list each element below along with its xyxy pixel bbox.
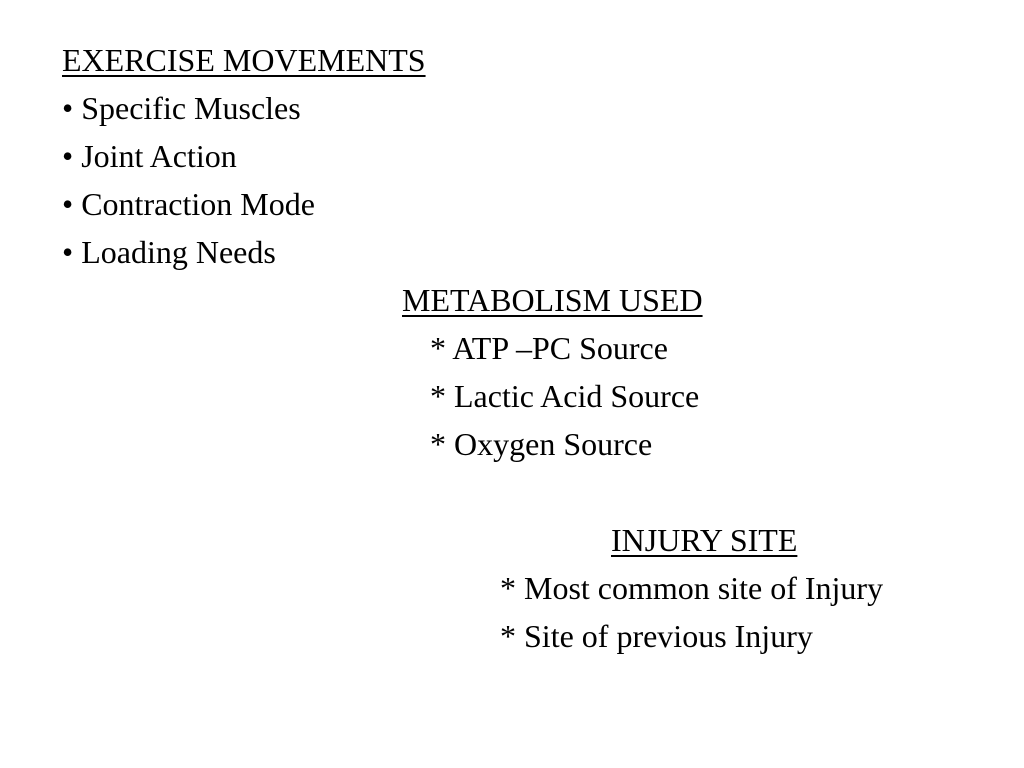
metabolism-used-heading: METABOLISM USED xyxy=(402,282,703,318)
metabolism-used-section xyxy=(402,276,703,468)
exercise-movements-section xyxy=(62,36,426,276)
injury-item-most-common: * Most common site of Injury xyxy=(500,570,884,606)
metabolism-item-oxygen: * Oxygen Source xyxy=(430,426,653,462)
exercise-item-joint-action: • Joint Action xyxy=(62,138,237,174)
injury-site-section xyxy=(500,516,883,660)
exercise-item-loading-needs: • Loading Needs xyxy=(62,234,276,270)
exercise-item-contraction-mode: • Contraction Mode xyxy=(62,186,315,222)
exercise-item-specific-muscles: • Specific Muscles xyxy=(62,90,301,126)
metabolism-item-lactic-acid: * Lactic Acid Source xyxy=(430,378,700,414)
injury-site-heading: INJURY SITE xyxy=(611,522,798,558)
metabolism-item-atp-pc: * ATP –PC Source xyxy=(430,330,668,366)
exercise-movements-heading: EXERCISE MOVEMENTS xyxy=(62,42,426,78)
injury-item-previous: * Site of previous Injury xyxy=(500,618,813,654)
